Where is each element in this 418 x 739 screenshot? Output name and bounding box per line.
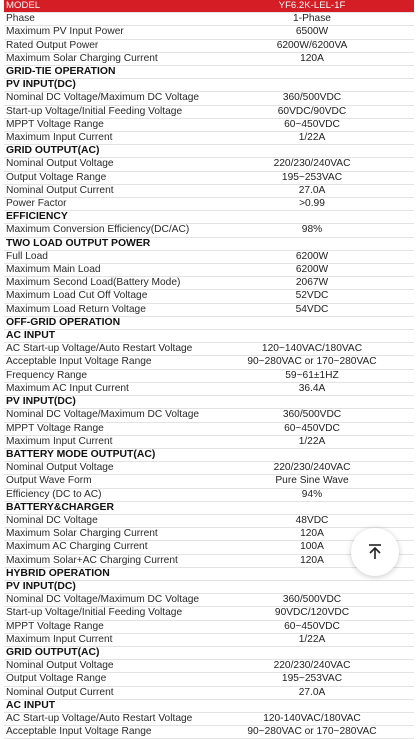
section-heading-row (4, 316, 414, 329)
spec-value: 94% (210, 488, 414, 501)
spec-label: AC Start-up Voltage/Auto Restart Voltage (4, 343, 210, 356)
spec-value: 27.0A (210, 686, 414, 699)
spec-value: 6500W (210, 26, 414, 39)
header-model-label: MODEL (4, 0, 210, 13)
table-row (4, 594, 414, 607)
spec-value: Pure Sine Wave (210, 475, 414, 488)
table-row (4, 356, 414, 369)
spec-value: 1/22A (210, 633, 414, 646)
table-header-row (4, 0, 414, 13)
spec-value: 220/230/240VAC (210, 462, 414, 475)
spec-label: Nominal Output Current (4, 686, 210, 699)
spec-table-body (4, 0, 414, 739)
table-row (4, 382, 414, 395)
spec-value: >0.99 (210, 198, 414, 211)
section-heading: OFF-GRID OPERATION (4, 316, 414, 329)
spec-value: 1/22A (210, 132, 414, 145)
spec-value: 360/500VDC (210, 92, 414, 105)
spec-value: 1/22A (210, 435, 414, 448)
spec-value: 60VDC/90VDC (210, 105, 414, 118)
spec-label: Maximum AC Charging Current (4, 541, 210, 554)
table-row (4, 26, 414, 39)
section-heading: GRID-TIE OPERATION (4, 66, 414, 79)
arrow-up-icon (366, 543, 384, 561)
spec-label: Maximum PV Input Power (4, 26, 210, 39)
spec-label: Nominal Output Voltage (4, 462, 210, 475)
table-row (4, 118, 414, 131)
spec-value: 220/230/240VAC (210, 158, 414, 171)
section-heading-row (4, 396, 414, 409)
spec-value: 360/500VDC (210, 594, 414, 607)
table-row (4, 13, 414, 26)
spec-value: 90~280VAC or 170~280VAC (210, 356, 414, 369)
spec-value: 27.0A (210, 184, 414, 197)
spec-label: Maximum Solar Charging Current (4, 528, 210, 541)
spec-value: 1-Phase (210, 13, 414, 26)
section-heading-row (4, 580, 414, 593)
spec-value: 120~140VAC/180VAC (210, 343, 414, 356)
section-heading-row (4, 237, 414, 250)
spec-value: 54VDC (210, 303, 414, 316)
spec-label: Maximum Load Cut Off Voltage (4, 290, 210, 303)
table-row (4, 607, 414, 620)
spec-label: Maximum AC Input Current (4, 382, 210, 395)
section-heading: GRID OUTPUT(AC) (4, 646, 414, 659)
spec-value: 360/500VDC (210, 409, 414, 422)
spec-label: Nominal DC Voltage/Maximum DC Voltage (4, 92, 210, 105)
table-row (4, 369, 414, 382)
scroll-to-top-button[interactable] (351, 528, 399, 576)
table-row (4, 660, 414, 673)
table-row (4, 475, 414, 488)
table-row (4, 633, 414, 646)
header-model-value: YF6.2K-LEL-1F (210, 0, 414, 13)
section-heading-row (4, 501, 414, 514)
table-row (4, 435, 414, 448)
table-row (4, 277, 414, 290)
table-row (4, 224, 414, 237)
section-heading-row (4, 66, 414, 79)
table-row (4, 712, 414, 725)
spec-value: 220/230/240VAC (210, 660, 414, 673)
spec-label: Maximum Solar+AC Charging Current (4, 554, 210, 567)
table-row (4, 462, 414, 475)
spec-label: Efficiency (DC to AC) (4, 488, 210, 501)
table-row (4, 514, 414, 527)
spec-value: 120A (210, 554, 414, 567)
spec-label: Nominal DC Voltage/Maximum DC Voltage (4, 594, 210, 607)
section-heading: BATTERY MODE OUTPUT(AC) (4, 448, 414, 461)
spec-label: Full Load (4, 250, 210, 263)
spec-label: Maximum Input Current (4, 132, 210, 145)
table-row (4, 620, 414, 633)
spec-value: 120A (210, 52, 414, 65)
spec-table (4, 0, 414, 739)
spec-label: Phase (4, 13, 210, 26)
table-row (4, 52, 414, 65)
spec-label: Maximum Load Return Voltage (4, 303, 210, 316)
spec-value: 2067W (210, 277, 414, 290)
section-heading-row (4, 211, 414, 224)
table-row (4, 726, 414, 739)
spec-label: Maximum Main Load (4, 264, 210, 277)
spec-value: 98% (210, 224, 414, 237)
spec-label: Maximum Conversion Efficiency(DC/AC) (4, 224, 210, 237)
section-heading: HYBRID OPERATION (4, 567, 414, 580)
table-row (4, 343, 414, 356)
spec-label: Nominal Output Voltage (4, 660, 210, 673)
table-row (4, 184, 414, 197)
table-row (4, 171, 414, 184)
spec-value: 120-140VAC/180VAC (210, 712, 414, 725)
section-heading: PV INPUT(DC) (4, 79, 414, 92)
spec-value: 6200W (210, 264, 414, 277)
spec-label: Output Wave Form (4, 475, 210, 488)
section-heading: GRID OUTPUT(AC) (4, 145, 414, 158)
spec-label: Output Voltage Range (4, 171, 210, 184)
section-heading: PV INPUT(DC) (4, 580, 414, 593)
spec-label: MPPT Voltage Range (4, 118, 210, 131)
spec-label: MPPT Voltage Range (4, 422, 210, 435)
spec-value: 60~450VDC (210, 620, 414, 633)
section-heading-row (4, 699, 414, 712)
spec-value: 120A (210, 528, 414, 541)
spec-label: Rated Output Power (4, 39, 210, 52)
section-heading-row (4, 79, 414, 92)
table-row (4, 303, 414, 316)
table-row (4, 422, 414, 435)
spec-label: Start-up Voltage/Initial Feeding Voltage (4, 607, 210, 620)
section-heading: AC INPUT (4, 330, 414, 343)
table-row (4, 488, 414, 501)
spec-value: 100A (210, 541, 414, 554)
spec-label: Nominal DC Voltage/Maximum DC Voltage (4, 409, 210, 422)
table-row (4, 673, 414, 686)
spec-value: 52VDC (210, 290, 414, 303)
table-row (4, 105, 414, 118)
section-heading: BATTERY&CHARGER (4, 501, 414, 514)
section-heading: PV INPUT(DC) (4, 396, 414, 409)
spec-value: 6200W/6200VA (210, 39, 414, 52)
section-heading-row (4, 646, 414, 659)
spec-label: Maximum Second Load(Battery Mode) (4, 277, 210, 290)
table-row (4, 39, 414, 52)
table-row (4, 132, 414, 145)
spec-value: 60~450VDC (210, 422, 414, 435)
spec-label: Power Factor (4, 198, 210, 211)
spec-label: Frequency Range (4, 369, 210, 382)
spec-label: Maximum Input Current (4, 633, 210, 646)
spec-label: Nominal Output Current (4, 184, 210, 197)
spec-value: 195~253VAC (210, 673, 414, 686)
spec-label: Nominal Output Voltage (4, 158, 210, 171)
spec-value: 60~450VDC (210, 118, 414, 131)
spec-label: Acceptable Input Voltage Range (4, 356, 210, 369)
table-row (4, 250, 414, 263)
table-row (4, 686, 414, 699)
section-heading-row (4, 330, 414, 343)
section-heading-row (4, 145, 414, 158)
spec-label: AC Start-up Voltage/Auto Restart Voltage (4, 712, 210, 725)
spec-value: 195~253VAC (210, 171, 414, 184)
table-row (4, 92, 414, 105)
spec-label: Nominal DC Voltage (4, 514, 210, 527)
spec-label: Acceptable Input Voltage Range (4, 726, 210, 739)
section-heading-row (4, 567, 414, 580)
spec-value: 90VDC/120VDC (210, 607, 414, 620)
spec-value: 48VDC (210, 514, 414, 527)
spec-label: Start-up Voltage/Initial Feeding Voltage (4, 105, 210, 118)
spec-label: MPPT Voltage Range (4, 620, 210, 633)
spec-label: Maximum Solar Charging Current (4, 52, 210, 65)
section-heading: AC INPUT (4, 699, 414, 712)
spec-value: 6200W (210, 250, 414, 263)
table-row (4, 198, 414, 211)
section-heading-row (4, 448, 414, 461)
spec-value: 90~280VAC or 170~280VAC (210, 726, 414, 739)
spec-value: 36.4A (210, 382, 414, 395)
table-row (4, 158, 414, 171)
section-heading: TWO LOAD OUTPUT POWER (4, 237, 414, 250)
table-row (4, 409, 414, 422)
spec-label: Maximum Input Current (4, 435, 210, 448)
table-row (4, 528, 414, 541)
table-row (4, 290, 414, 303)
spec-label: Output Voltage Range (4, 673, 210, 686)
table-row (4, 264, 414, 277)
section-heading: EFFICIENCY (4, 211, 414, 224)
spec-value: 59~61±1HZ (210, 369, 414, 382)
